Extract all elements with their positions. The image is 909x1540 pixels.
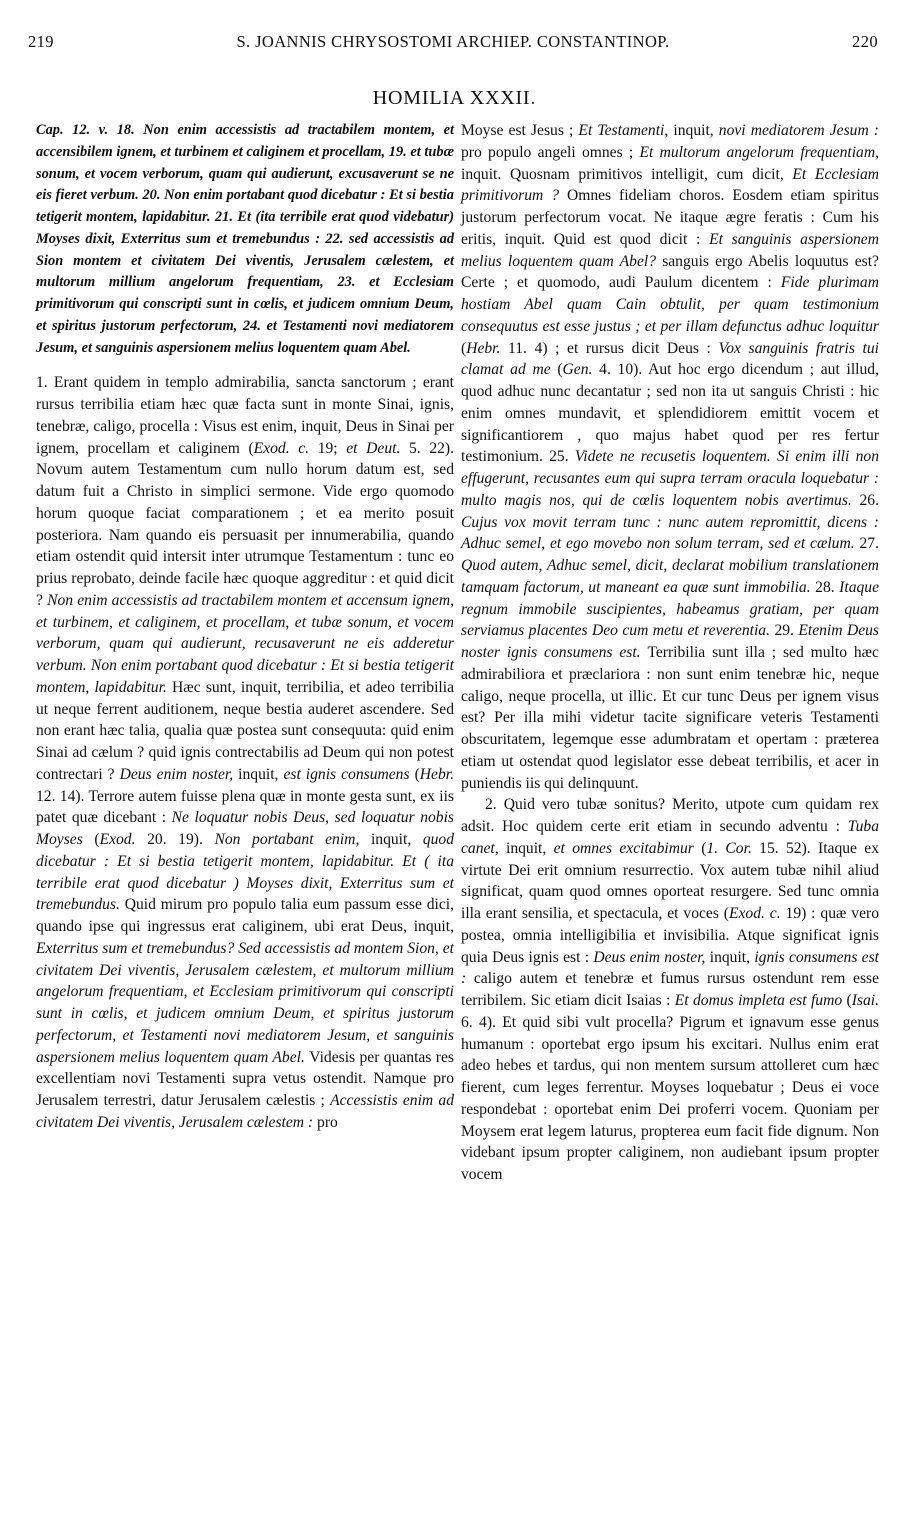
text-segment: Vox sanguinis fratris tui clamat ad me xyxy=(461,339,879,379)
text-segment: Et domus impleta est fumo xyxy=(674,992,847,1009)
text-segment: caligo autem et tenebræ et fumus rursus ostendunt rem esse terribilem. Sic etiam dicit Isaias : xyxy=(461,970,879,1009)
text-segment: Et multorum angelorum frequentiam, xyxy=(639,143,879,161)
text-segment: Deus enim noster, xyxy=(593,948,710,966)
text-segment: 15. 52). Itaque ex virtute Dei erit omnium resurrectio. Vox autem tubæ nihil aliud significat, quam quod omnes oporteat resurgere. Sed tunc omnia illa erant sensilia, et spectacula, et voces ( xyxy=(461,839,879,922)
text-segment: 27. xyxy=(859,535,879,553)
text-segment: Itaque regnum immobile suscipientes, habeamus gratiam, per quam serviamus placentes Deo cum metu et reverentia. xyxy=(461,578,880,640)
text-segment: Terribilia sunt illa ; sed multo hæc admirabiliora et præclariora : non sunt enim tenebræ hic, neque caligo, neque procella, ut illic. Et cur tunc Deus per ignem visus est? Per illa mihi videtur tacite significare veteris Testamenti obscuritatem, legemque esse adumbratam et opertam : præterea etiam ut ostendat quod legislator esse debeat terribilis, et acer in puniendis iis qui delinquunt. xyxy=(461,644,879,792)
text-segment: sed accessistis ad Sion montem et civitatem Dei viventis, Jerusalem cælestem, et multorum millium angelorum frequentiam, xyxy=(36,230,455,291)
text-segment: ignis consumens est : xyxy=(461,948,880,988)
text-segment: ( xyxy=(701,839,707,857)
text-segment: inquit, xyxy=(506,839,554,857)
text-segment: inquit, xyxy=(673,122,719,139)
text-segment: ( xyxy=(557,361,563,379)
text-segment: ( xyxy=(846,992,852,1009)
right-column xyxy=(461,120,879,1186)
text-segment: Hebr. xyxy=(419,765,454,783)
text-segment: Cujus vox movit terram tunc : nunc autem repromittit, dicens : Adhuc semel, et ego movebo non solum terram, sed et cælum. xyxy=(461,513,879,553)
text-segment: et omnes excitabimur xyxy=(553,839,702,857)
text-segment: sanguis ergo Abelis loquutus est? Certe ; et quomodo, audi Paulum dicentem : xyxy=(461,252,879,292)
text-segment: inquit, xyxy=(238,765,284,783)
text-segment: Exod. c. xyxy=(728,905,786,922)
text-segment: Deus enim noster, xyxy=(119,765,239,783)
text-segment: Gen. xyxy=(562,361,600,379)
text-segment: 5. 22). Novum autem Testamentum cum nullo horum datum est, sed datum fuit a Christo in simplici sermone. Vide ergo quomodo horum quoque faciat comparationem ; et ea merito posuit posteriora. Nam quando eis persuasit per innumerabilia, quando etiam ostendit quid intersit inter utrumque Testamentum : tunc eo prius reprobato, deinde facile hæc quoque aggreditur : et quid dicit ? xyxy=(36,439,455,609)
text-segment: Et (ita terribile erat quod videbatur) Moyses dixit, Exterritus sum et tremebundus : xyxy=(36,209,454,247)
text-segment: 26. xyxy=(859,491,879,509)
text-segment: Hebr. xyxy=(466,339,509,357)
lemma-spacer xyxy=(36,365,454,372)
text-segment: et Deut. xyxy=(346,439,409,457)
text-segment: Quid mirum pro populo talia eum passum esse dici, quando ipse qui ingressus erat caliginem, ubi erat Deus, inquit, xyxy=(36,896,454,935)
running-header xyxy=(28,32,878,56)
text-segment: ( xyxy=(94,831,100,848)
text-segment: pro populo angeli omnes ; xyxy=(461,143,640,161)
text-segment: Quod autem, Adhuc semel, dicit, declarat mobilium translationem tamquam factorum, ut maneant ea quæ sunt immobilia. xyxy=(461,557,879,596)
text-segment: 19; xyxy=(317,439,347,457)
text-segment: Omnes fideliam choros. Eosdem etiam spiritus justorum perfectorum vocat. Ne itaque ægre feratis : Cum his eritis, inquit. Quid est quod dicit : xyxy=(461,187,879,248)
text-segment: Non portabant enim, xyxy=(214,831,371,848)
text-segment: ( xyxy=(461,339,467,357)
text-segment: 21. xyxy=(214,209,238,225)
text-segment: Hæc sunt, inquit, terribilia, et adeo terribilia ut neque ferrent auditionem, neque bestia auderet ascendere. Sed non erant hæc talia, qualia quæ postea sunt consequuta: quid enim Sinai ad cælum ? quid ignis contrectabilis ad Deum qui non potest contrectari ? xyxy=(36,678,454,783)
text-segment: 22. xyxy=(325,230,349,247)
text-segment: inquit, xyxy=(370,831,423,848)
text-segment: Accessistis enim ad civitatem Dei viventis, Jerusalem cælestem : xyxy=(36,1092,454,1131)
commentary-paragraph xyxy=(461,794,879,1186)
text-segment: Cap. 12. v. 18. xyxy=(36,122,144,138)
text-segment: Etenim Deus noster ignis consumens est. xyxy=(461,622,879,661)
text-segment: 28. xyxy=(815,578,840,596)
text-segment: Videte ne recusetis loquentem. Si enim illi non effugerunt, recusantes eum qui supra terram oracula loquebatur : multo magis nos, qui de cœlis loquentem nobis avertimus. xyxy=(461,448,879,509)
homily-title: HOMILIA XXXII. xyxy=(372,87,537,109)
text-segment: 19. xyxy=(388,143,411,160)
text-segment: Fide plurimam hostiam Abel quam Cain obtulit, per quam testimonium consequutus est esse justus ; et per illam defunctus adhuc loquitur xyxy=(461,274,879,335)
running-title: S. JOANNIS CHRYSOSTOMI ARCHIEP. CONSTANTINOP. xyxy=(236,32,670,51)
text-segment: novi mediatorem Jesum : xyxy=(718,122,879,139)
text-segment: inquit, xyxy=(709,948,755,966)
text-segment: 24. xyxy=(242,317,267,334)
text-segment: 29. xyxy=(774,622,799,640)
text-segment: Isai. xyxy=(851,992,880,1009)
text-segment: Exterritus sum et tremebundus? Sed accessistis ad montem Sion, et civitatem Dei viventis, Jerusalem cælestem, et multorum millium angelorum frequentiam, et Ecclesiam primitivorum qui conscripti sunt in cœlis, et judicem omnium Deum, et spiritus justorum perfectorum, et Testamenti novi mediatorem Jesum, et sanguinis aspersionem melius loquentem quam Abel. xyxy=(36,939,454,1066)
text-segment: inquit. Quosnam primitivos intelligit, cum dicit, xyxy=(461,165,793,183)
text-segment: et tubæ sonum, et vocem verborum, quam qui audierunt, excusaverunt se ne eis fieret verbum. xyxy=(36,143,455,204)
left-column xyxy=(36,120,454,1134)
text-segment: 6. 4). Et quid sibi vult procella? Pigrum et ignavum esse genus humanum : oportebat ergo ipsum his excitari. Nullus enim erat adeo hebes et tardus, qui non mentem sursum attolleret cum hæc fierent, cum leges ferrentur. Moyses loquebatur ; Deus ei voce respondebat : oportebat enim Dei proferri vocem. Quoniam per Moysem erat legem laturus, propterea eum facit fide dignum. Non videbant ipsum propter caliginem, non audiebant ipsum propter vocem xyxy=(461,1013,879,1183)
text-segment: 19) : quæ vero postea, omnia intelligibilia et invisibilia. Atque significat ignis quia Deus ignis est : xyxy=(461,905,879,966)
text-segment: Moyse est Jesus ; xyxy=(461,122,579,139)
text-segment: Tuba canet, xyxy=(461,818,879,857)
text-segment: Exod. c. xyxy=(253,439,318,457)
commentary-paragraph xyxy=(461,120,879,794)
text-segment: 2. Quid vero tubæ sonitus? Merito, utpote cum quidam rex adsit. Hoc quidem certe erit etiam in secundo adventu : xyxy=(461,796,879,835)
text-segment: Non enim accessistis ad tractabilem montem et accensum ignem, et turbinem, et caliginem, et procellam, et tubæ sonum, et vocem verborum, quam qui audierunt, recusaverunt ne eis adderetur verbum. Non enim portabant quod dicebatur : Et si bestia tetigerit montem, lapidabitur. xyxy=(36,591,454,696)
text-segment: et Ecclesiam primitivorum qui conscripti sunt in cœlis, et judicem omnium Deum, et spiritus justorum perfectorum, xyxy=(36,274,454,334)
text-segment: 20. xyxy=(142,187,165,204)
text-segment: 11. 4) ; et rursus dicit Deus : xyxy=(508,339,719,357)
text-segment: Ne loquatur nobis Deus, sed loquatur nobis Moyses xyxy=(36,809,454,848)
text-segment: Et Ecclesiam primitivorum ? xyxy=(461,165,879,205)
text-segment: quod dicebatur : Et si bestia tetigerit montem, lapidabitur. Et ( ita terribile erat quod dicebatur ) Moyses dixit, Exterritus sum et tremebundus. xyxy=(36,831,454,914)
text-segment: 1. Cor. xyxy=(706,839,760,857)
text-segment: Non enim accessistis ad tractabilem montem, et accensibilem ignem, et turbinem et caliginem et procellam, xyxy=(36,122,455,160)
text-segment: est ignis consumens xyxy=(283,765,415,783)
text-segment: et Testamenti novi mediatorem Jesum, et sanguinis aspersionem melius loquentem quam Abel. xyxy=(36,317,455,356)
text-segment: 12. 14). Terrore autem fuisse plena quæ in monte gesta sunt, ex iis patet quæ dicebant : xyxy=(36,787,454,827)
text-segment: Et Testamenti, xyxy=(578,122,674,139)
text-segment: 20. 19). xyxy=(147,831,215,848)
text-segment: 23. xyxy=(337,274,370,291)
page-number-left: 219 xyxy=(28,32,54,51)
page-number-right: 220 xyxy=(852,32,878,51)
text-segment: ( xyxy=(414,765,420,783)
text-segment: 1. Erant quidem in templo admirabilia, sancta sanctorum ; erant rursus terribilia etiam hæc quæ facta sunt in monte Sinai, ignis, tenebræ, caligo, procella : Visus est enim, inquit, Deus in Sinai per ignem, procellam et caliginem ( xyxy=(36,374,454,457)
text-segment: 4. 10). Aut hoc ergo dicendum ; aut illud, quod adhuc nunc decantatur ; sed non ita ut sanguis Christi : hic enim omnes mundavit, et splendidiorem emittit vocem et significantiorem , quo majus habet quod per res fertur testimonium. 25. xyxy=(461,361,880,466)
text-segment: Non enim portabant quod dicebatur : Et si bestia tetigerit montem, lapidabitur. xyxy=(36,187,454,225)
text-segment: Videsis per quantas res excellentiam novi Testamenti supra vetus ostendit. Namque pro Jerusalem terrestri, datur Jerusalem cælestis ; xyxy=(36,1048,454,1109)
commentary-paragraph xyxy=(36,372,454,1133)
text-segment: pro xyxy=(317,1113,338,1131)
text-segment: Exod. xyxy=(99,831,148,848)
scripture-lemma xyxy=(36,120,454,359)
text-segment: Et sanguinis aspersionem melius loquentem quam Abel? xyxy=(461,230,879,270)
